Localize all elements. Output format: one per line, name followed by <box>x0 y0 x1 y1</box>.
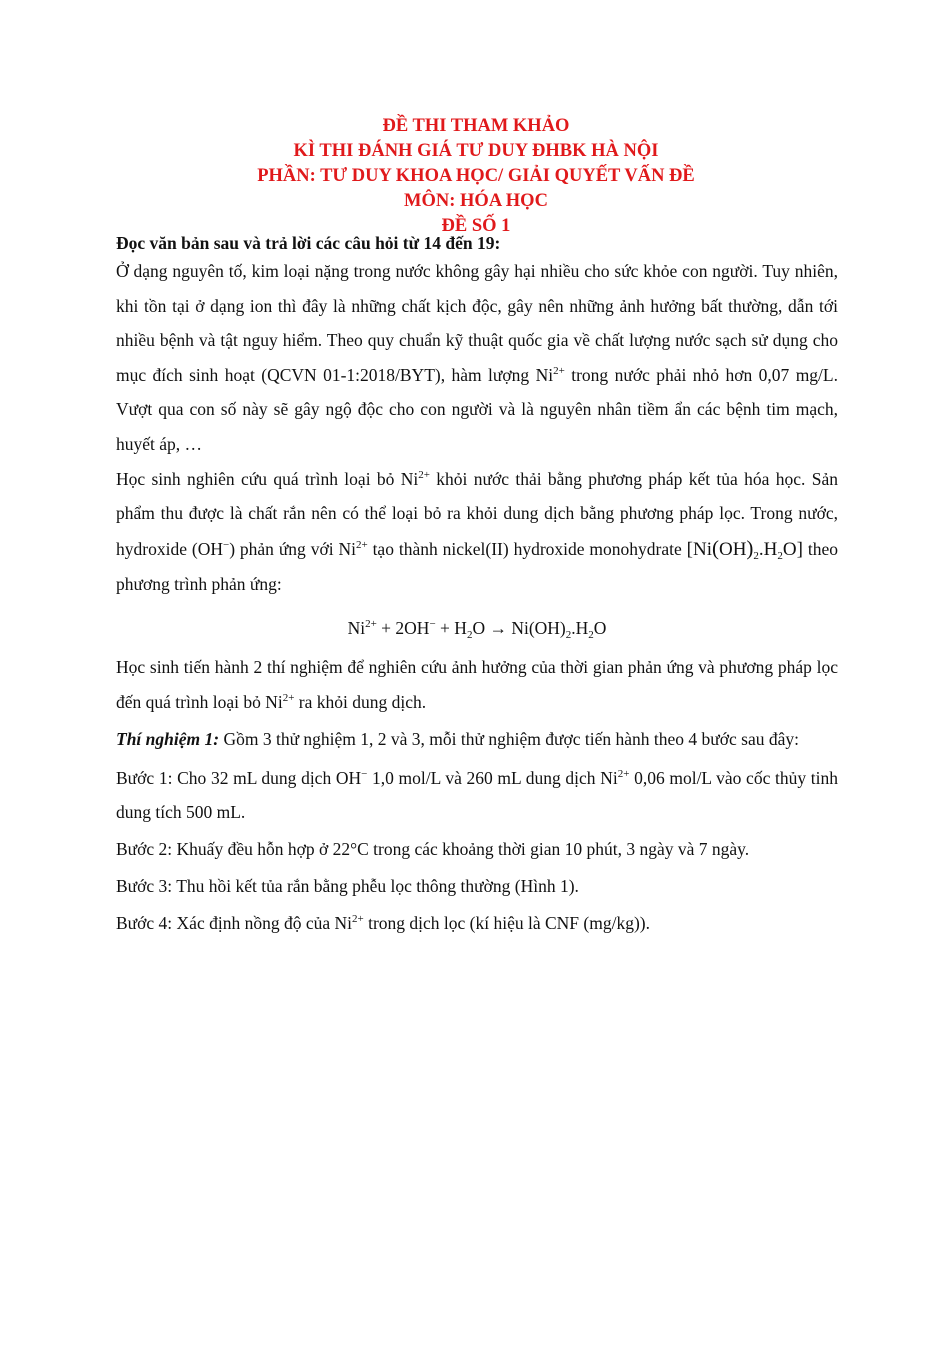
paragraph-method-text-1: Học sinh nghiên cứu quá trình loại bỏ <box>116 468 401 489</box>
reading-instruction: Đọc văn bản sau và trả lời các câu hỏi từ 14 đến 19: <box>116 233 501 253</box>
paragraph-method-text-2: khỏi nước thải bằng phương pháp kết tủa hóa học. Sản phẩm thu được là chất rắn nên có thể loại bỏ ra khỏi dung dịch bằng phương pháp lọc. Trong nước, hydroxide ( <box>116 468 838 559</box>
paragraph-experiments <box>116 650 838 719</box>
header-line-4: MÔN: HÓA HỌC <box>404 191 548 211</box>
header-line-1: ĐỀ THI THAM KHẢO <box>382 116 570 136</box>
document-body <box>116 232 838 941</box>
nickel-ion-formula: $Ni^{2+}$ <box>265 691 295 712</box>
nickel-ion-formula: $Ni^{2+}$ <box>334 912 364 933</box>
paragraph-method-text-3: ) phản ứng với <box>229 538 339 559</box>
paragraph-intro-text-2: trong nước phải nhỏ hơn 0,07 mg/L. Vượt qua con số này sẽ gây ngộ độc cho con người và là nguyên nhân tiềm ẩn các bệnh tim mạch, huyết áp, … <box>116 364 838 454</box>
hydroxide-ion-formula: OH− <box>335 767 368 788</box>
header-line-3: PHẦN: TƯ DUY KHOA HỌC/ GIẢI QUYẾT VẤN ĐỀ <box>257 166 695 186</box>
header-line-2: KÌ THI ĐÁNH GIÁ TƯ DUY ĐHBK HÀ NỘI <box>293 141 659 161</box>
step-2: Bước 2: Khuấy đều hỗn hợp ở 22°C trong các khoảng thời gian 10 phút, 3 ngày và 7 ngày. <box>116 838 750 859</box>
step-4: Bước 4: Xác định nồng độ của $Ni^{2+}$ trong dịch lọc (kí hiệu là CNF (mg/kg)). <box>116 912 650 933</box>
step-3: Bước 3: Thu hồi kết tủa rắn bằng phễu lọc thông thường (Hình 1). <box>116 875 579 896</box>
paragraph-experiments-text-2: ra khỏi dung dịch. <box>294 691 427 712</box>
header-line-5: ĐỀ SỐ 1 <box>441 216 511 236</box>
paragraph-method-text-5: theo phương trình phản ứng: <box>116 538 838 595</box>
reaction-equation: $Ni^{2+} + 2OH^- + H_2O \to Ni(OH)_2.H_2O$ <box>347 617 607 641</box>
nickel-ion-formula: $Ni^{2+}$ <box>338 538 368 559</box>
nickel-ion-formula: $Ni^{2+}$ <box>600 767 630 788</box>
nickel-ion-formula: $Ni^{2+}$ <box>400 468 430 489</box>
paragraph-experiments-text-1: Học sinh tiến hành 2 thí nghiệm để nghiên cứu ảnh hưởng của thời gian phản ứng và phương pháp lọc đến quá trình loại bỏ <box>116 656 838 712</box>
hydroxide-ion-formula: OH− <box>197 538 230 559</box>
experiment-1-label: Thí nghiệm 1: <box>116 729 220 750</box>
experiment-1-description <box>116 722 838 757</box>
paragraph-intro-text-1: Ở dạng nguyên tố, kim loại nặng trong nước không gây hại nhiều cho sức khỏe con người. Tuy nhiên, khi tồn tại ở dạng ion thì đây là những chất kịch độc, gây nên những ảnh hưởng bất thường, dẫn tới nhiều bệnh và tật nguy hiểm. Theo quy chuẩn kỹ thuật quốc gia về chất lượng nước sạch sử dụng cho mục đích sinh hoạt (QCVN 01-1:2018/BYT), hàm lượng <box>116 261 838 385</box>
paragraph-method-text-4: tạo thành nickel(II) hydroxide monohydrate <box>367 538 687 559</box>
paragraph-method <box>116 462 838 602</box>
nickel-ion-formula: $Ni^{2+}$ <box>535 364 565 385</box>
nickel-hydroxide-formula: $[Ni(OH)_2.H_2O]$ <box>686 535 803 562</box>
exam-header <box>0 114 952 239</box>
step-1: Bước 1: Cho 32 mL dung dịch OH− 1,0 mol/L và 260 mL dung dịch $Ni^{2+}$ 0,06 mol/L vào cốc thủy tinh dung tích 500 mL. <box>116 767 838 823</box>
paragraph-intro <box>116 254 838 462</box>
experiment-1-text: Gồm 3 thử nghiệm 1, 2 và 3, mỗi thử nghiệm được tiến hành theo 4 bước sau đây: <box>219 729 799 750</box>
